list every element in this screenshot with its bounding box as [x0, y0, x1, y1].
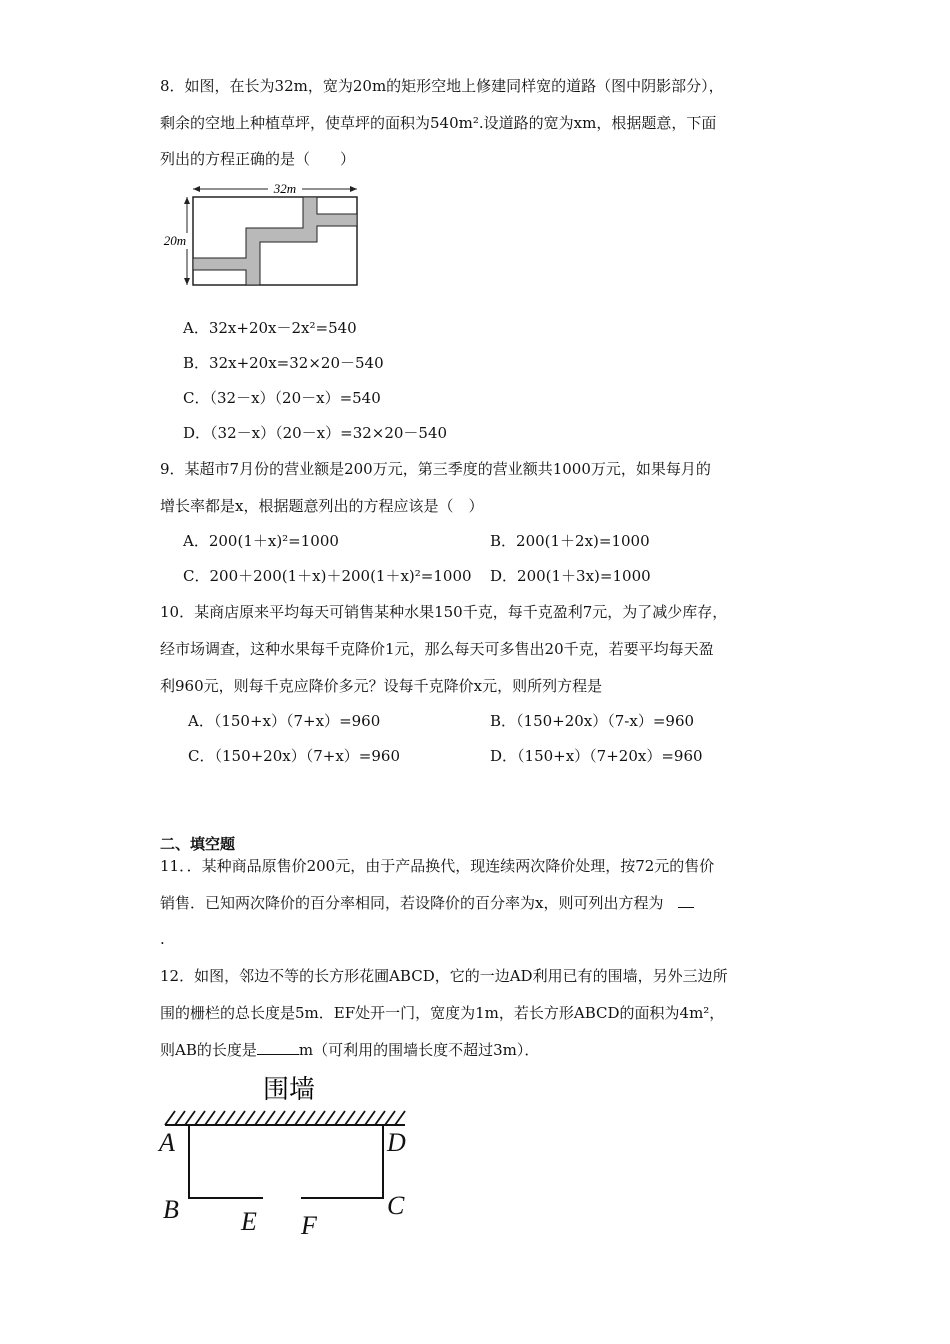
q11-text-line3: .: [160, 930, 165, 948]
q10-option-b[interactable]: B．（150+20x）（7-x）=960: [490, 712, 695, 730]
section-title-fill-in: 二、填空题: [160, 835, 236, 853]
q10-text-line3: 利960元，则每千克应降价多元？设每千克降价x元，则所列方程是: [160, 677, 603, 695]
q8-text-line1: 8．如图，在长为32m，宽为20m的矩形空地上修建同样宽的道路（图中阴影部分），: [160, 77, 724, 95]
q10-option-c[interactable]: C．（150+20x）（7+x）=960: [188, 747, 400, 765]
q11-text-line2: [160, 893, 694, 913]
q12-label-c: C: [387, 1191, 405, 1220]
q11-answer-blank[interactable]: [678, 893, 694, 908]
q8-left-label: 20m: [163, 233, 187, 248]
q9-text-line1: 9．某超市7月份的营业额是200万元，第三季度的营业额共1000万元，如果每月的: [160, 460, 711, 478]
q8-option-c[interactable]: C．（32－x）（20－x）=540: [183, 389, 381, 407]
q8-text-line3: 列出的方程正确的是（ ）: [160, 150, 356, 168]
q8-road-figure: [160, 180, 365, 292]
q12-label-e: E: [241, 1207, 257, 1236]
q9-option-c[interactable]: C．200＋200(1＋x)＋200(1＋x)²=1000: [183, 567, 472, 585]
q12-answer-blank[interactable]: [257, 1040, 299, 1055]
q12-fence: [189, 1125, 383, 1198]
q12-text-line1: 12．如图，邻边不等的长方形花圃ABCD，它的一边AD利用已有的围墙，另外三边所: [160, 967, 728, 985]
q10-text-line1: 10．某商店原来平均每天可销售某种水果150千克，每千克盈利7元，为了减少库存，: [160, 603, 728, 621]
q8-option-b[interactable]: B．32x+20x=32×20－540: [183, 354, 384, 372]
q9-option-a[interactable]: A．200(1＋x)²=1000: [183, 532, 339, 550]
q12-wall-hatch: [165, 1111, 405, 1125]
q12-wall-label: 围墙: [262, 1075, 316, 1105]
q8-option-d[interactable]: D．（32－x）（20－x）=32×20－540: [183, 424, 448, 442]
q12-text-b: m（可利用的围墙长度不超过3m）．: [298, 1041, 540, 1059]
q10-text-line2: 经市场调查，这种水果每千克降价1元，那么每天可多售出20千克，若要平均每天盈: [160, 640, 714, 658]
q8-option-a[interactable]: A．32x+20x－2x²=540: [183, 319, 357, 337]
q12-label-f: F: [301, 1211, 317, 1240]
q12-label-b: B: [163, 1195, 179, 1224]
q12-text-line2: 围的栅栏的总长度是5m．EF处开一门，宽度为1m，若长方形ABCD的面积为4m²，: [160, 1004, 725, 1022]
q11-text-line1: 11．．某种商品原售价200元，由于产品换代，现连续两次降价处理，按72元的售价: [160, 857, 715, 875]
q9-option-b[interactable]: B．200(1＋2x)=1000: [490, 532, 650, 550]
q9-option-d[interactable]: D．200(1＋3x)=1000: [490, 567, 651, 585]
q12-text-a: 则AB的长度是: [160, 1041, 257, 1059]
q12-text-line3: [160, 1040, 539, 1060]
q11-text: 销售．已知两次降价的百分率相同，若设降价的百分率为x，则可列出方程为: [160, 894, 664, 912]
q12-label-a: A: [159, 1128, 175, 1157]
q8-top-label: 32m: [273, 181, 297, 196]
q12-garden-figure: [155, 1068, 415, 1243]
q10-option-a[interactable]: A．（150+x）（7+x）=960: [188, 712, 381, 730]
q9-text-line2: 增长率都是x，根据题意列出的方程应该是（ ）: [160, 497, 484, 515]
q10-option-d[interactable]: D．（150+x）（7+20x）=960: [490, 747, 703, 765]
q8-text-line2: 剩余的空地上种植草坪，使草坪的面积为540m².设道路的宽为xm，根据题意，下面: [160, 114, 717, 132]
q12-label-d: D: [387, 1128, 406, 1157]
